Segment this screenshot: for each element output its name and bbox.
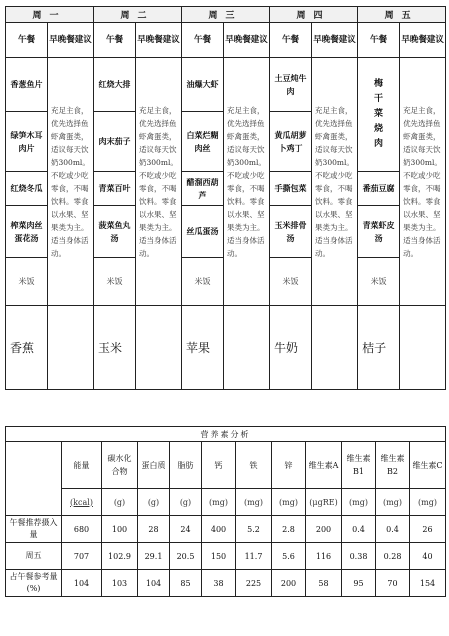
value-cell: 225 [236,570,272,597]
lunch-header: 午餐 [6,23,48,58]
nutrition-title: 营养素分析 [6,427,446,442]
day-header-tue: 周二 [94,7,182,23]
dish-thu-4: 玉米排骨汤 [270,206,312,258]
lunch-header: 午餐 [94,23,136,58]
nutrient-header: 维生素B1 [342,442,376,489]
dinner-header: 早晚餐建议 [400,23,446,58]
staple-mon: 米饭 [6,258,48,306]
lunch-header: 午餐 [182,23,224,58]
dish-tue-2: 肉末茄子 [94,112,136,172]
nutrition-row-label: 占午餐参考量(%) [6,570,62,597]
suggestion-wed-tail [224,306,270,390]
suggestion-mon: 充足主食，优先选择鱼虾禽蛋类，适议每天饮奶300ml。不吃或少吃零食，不喝饮料。零食以水果、坚果类为主。适当身体活动。 [48,58,94,306]
value-cell: 104 [138,570,170,597]
dish-mon-2: 绿笋木耳肉片 [6,112,48,172]
dish-thu-2: 黄瓜胡萝卜鸡丁 [270,112,312,172]
dinner-header: 早晚餐建议 [48,23,94,58]
value-cell: 150 [202,543,236,570]
suggestion-thu: 充足主食，优先选择鱼虾禽蛋类，适议每天饮奶300ml。不吃或少吃零食，不喝饮料。零食以水果、坚果类为主。适当身体活动。 [312,58,358,306]
value-cell: 116 [306,543,342,570]
staple-wed: 米饭 [182,258,224,306]
nutrient-header: 脂肪 [170,442,202,489]
menu-row [6,58,446,112]
nutrient-header: 维生素C [410,442,446,489]
value-cell: 707 [62,543,102,570]
value-cell: 20.5 [170,543,202,570]
value-cell: 58 [306,570,342,597]
weekly-menu-table [5,6,446,390]
nutrient-header: 能量 [62,442,102,489]
dish-thu-3: 手撕包菜 [270,172,312,206]
dish-fri-1 [358,58,400,172]
suggestion-mon-tail [48,306,94,390]
value-cell: 680 [62,516,102,543]
day-header-wed: 周三 [182,7,270,23]
dish-tue-1: 红烧大排 [94,58,136,112]
staple-thu: 米饭 [270,258,312,306]
staple-tue: 米饭 [94,258,136,306]
fruit-mon: 香蕉 [6,306,48,390]
fruit-fri: 桔子 [358,306,400,390]
value-cell: 11.7 [236,543,272,570]
dish-mon-4: 榨菜肉丝蛋花汤 [6,206,48,258]
suggestion-tue: 充足主食，优先选择鱼虾禽蛋类，适议每天饮奶300ml。不吃或少吃零食，不喝饮料。零食以水果、坚果类为主。适当身体活动。 [136,58,182,306]
staple-fri: 米饭 [358,258,400,306]
nutrition-table [5,426,446,597]
dish-tue-3: 青菜百叶 [94,172,136,206]
value-cell: 0.28 [376,543,410,570]
dish-wed-1: 油爆大虾 [182,58,224,112]
unit-cell: (g) [170,489,202,516]
fruit-row [6,306,446,390]
value-cell: 104 [62,570,102,597]
dish-mon-3: 红烧冬瓜 [6,172,48,206]
dish-thu-1: 土豆炖牛肉 [270,58,312,112]
dinner-header: 早晚餐建议 [224,23,270,58]
day-header-row [6,7,446,23]
dish-fri-4: 青菜虾皮汤 [358,206,400,258]
unit-cell: (μgRE) [306,489,342,516]
suggestion-fri: 充足主食，优先选择鱼虾禽蛋类，适议每天饮奶300ml。不吃或少吃零食，不喝饮料。零食以水果、坚果类为主。适当身体活动。 [400,58,446,306]
unit-cell: (mg) [202,489,236,516]
dish-tue-4: 菠菜鱼丸汤 [94,206,136,258]
value-cell: 0.4 [376,516,410,543]
nutrient-header: 锌 [272,442,306,489]
day-header-thu: 周四 [270,7,358,23]
lunch-header: 午餐 [270,23,312,58]
value-cell: 85 [170,570,202,597]
dish-wed-2: 白菜烂糊肉丝 [182,112,224,172]
dinner-header: 早晚餐建议 [136,23,182,58]
nutrient-header: 蛋白质 [138,442,170,489]
suggestion-tue-tail [136,306,182,390]
day-header-mon: 周一 [6,7,94,23]
value-cell: 38 [202,570,236,597]
dish-fri-3: 番茄豆腐 [358,172,400,206]
value-cell: 5.2 [236,516,272,543]
day-header-fri: 周五 [358,7,446,23]
value-cell: 154 [410,570,446,597]
value-cell: 102.9 [102,543,138,570]
unit-cell: (mg) [410,489,446,516]
suggestion-wed: 充足主食，优先选择鱼虾禽蛋类，适议每天饮奶300ml。不吃或少吃零食，不喝饮料。零食以水果、坚果类为主。适当身体活动。 [224,58,270,306]
dish-mon-1: 香葱鱼片 [6,58,48,112]
dish-fri-1-text: 梅干菜烧肉 [374,79,384,149]
fruit-wed: 苹果 [182,306,224,390]
value-cell: 40 [410,543,446,570]
dish-wed-3: 醋溜西葫芦 [182,172,224,206]
value-cell: 24 [170,516,202,543]
unit-cell: (mg) [272,489,306,516]
nutrition-header-row [6,442,446,489]
value-cell: 400 [202,516,236,543]
unit-cell: (mg) [342,489,376,516]
value-cell: 200 [272,570,306,597]
value-cell: 70 [376,570,410,597]
nutrient-header: 钙 [202,442,236,489]
value-cell: 5.6 [272,543,306,570]
nutrition-row [6,516,446,543]
nutrition-unit-row [6,489,446,516]
value-cell: 200 [306,516,342,543]
suggestion-fri-tail [400,306,446,390]
value-cell: 2.8 [272,516,306,543]
dinner-header: 早晚餐建议 [312,23,358,58]
value-cell: 0.38 [342,543,376,570]
nutrition-title-row [6,427,446,442]
value-cell: 28 [138,516,170,543]
nutrition-row [6,543,446,570]
unit-cell: (mg) [236,489,272,516]
nutrition-corner [6,442,62,516]
value-cell: 0.4 [342,516,376,543]
unit-cell: (g) [138,489,170,516]
suggestion-thu-tail [312,306,358,390]
value-cell: 95 [342,570,376,597]
value-cell: 103 [102,570,138,597]
fruit-tue: 玉米 [94,306,136,390]
lunch-header: 午餐 [358,23,400,58]
nutrient-header: 铁 [236,442,272,489]
unit-cell: (mg) [376,489,410,516]
value-cell: 29.1 [138,543,170,570]
nutrition-row-label: 午餐推荐摄入量 [6,516,62,543]
nutrient-header: 维生素A [306,442,342,489]
value-cell: 26 [410,516,446,543]
unit-cell: (kcal) [62,489,102,516]
nutrition-row [6,570,446,597]
fruit-thu: 牛奶 [270,306,312,390]
value-cell: 100 [102,516,138,543]
nutrient-header: 维生素B2 [376,442,410,489]
nutrition-row-label: 周五 [6,543,62,570]
column-header-row [6,23,446,58]
unit-cell: (g) [102,489,138,516]
nutrient-header: 碳水化合物 [102,442,138,489]
dish-wed-4: 丝瓜蛋汤 [182,206,224,258]
